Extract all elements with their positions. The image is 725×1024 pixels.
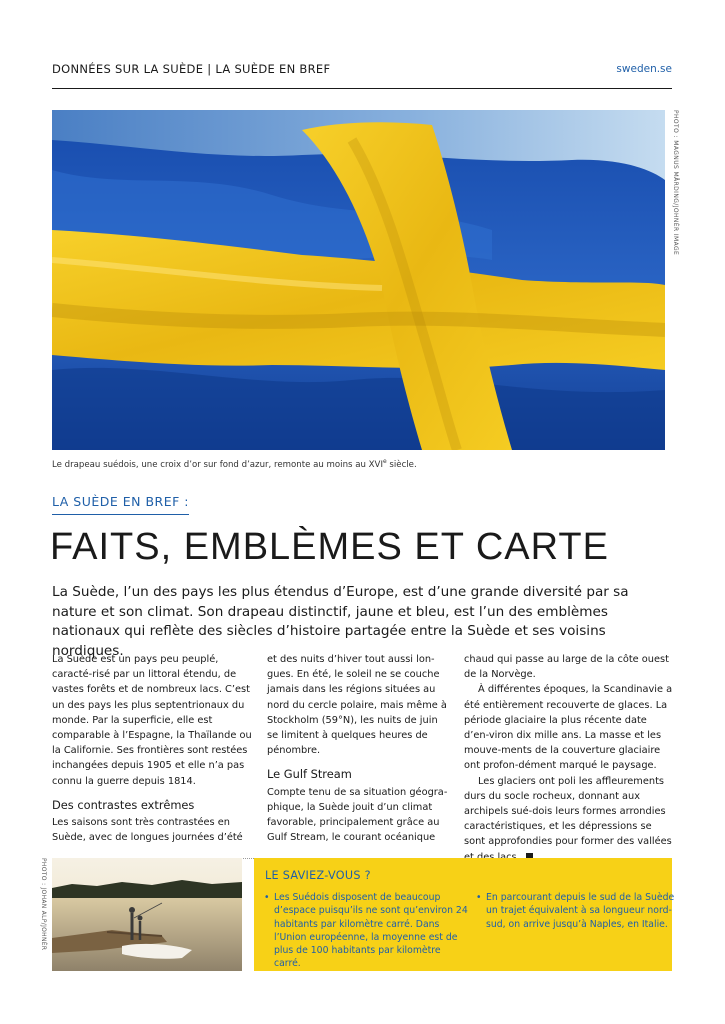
paragraph: Les saisons sont très contrastées en Suède, avec de longues journées d’été [52, 817, 243, 844]
final-paragraph [464, 774, 675, 865]
paragraph-text: Les glaciers ont poli les affleurements durs du socle rocheux, donnant aux archipels sué-dois leurs formes arrondies caractéristiques, et les dépressions se sont approfondies pour former des vallées [464, 775, 672, 848]
caption-superscript: e [382, 458, 387, 465]
paragraph: et des nuits d’hiver tout aussi lon-gues. En été, le soleil ne se couche jamais dans les régions situées au nord du cercle polaire, mais même à Stockholm (59°N), les nuits de juin se limitent à quelques heures de pénombre. [267, 654, 447, 757]
section-kicker: LA SUÈDE EN BREF : [52, 494, 189, 515]
page-title: FAITS, EMBLÈMES ET CARTE [50, 526, 609, 568]
paragraph: La Suède est un pays peu peuplé, caracté-risé par un littoral étendu, de vastes forêts et de nombreux lacs. C’est un des pays les plus septentrionaux du monde. Par la superficie, elle est comparable à l’Espagne, la Thaïlande ou la Californie. Ses frontières sont restées inchangées depuis 1905 et elle n’a pas connu la guerre depuis 1814. [52, 654, 252, 787]
did-you-know-box [254, 858, 675, 971]
paragraph: chaud qui passe au large de la côte ouest de la Norvège. [464, 654, 669, 681]
fact-item [476, 891, 676, 931]
box-title: LE SAVIEZ-VOUS ? [265, 869, 371, 882]
caption-end: siècle. [386, 459, 417, 470]
column-2 [267, 652, 449, 845]
fact-text: En parcourant depuis le sud de la Suède un trajet équivalent à sa longueur nord-sud, on arrive jusqu’à Naples, en Italie. [486, 892, 675, 930]
lake-illustration [52, 858, 242, 971]
swedish-flag-photo [52, 110, 665, 450]
fact-text: Les Suédois disposent de beaucoup d’espace puisqu’ils ne sont qu’environ 24 habitants par kilomètre carré. Dans l’Union européenne, la moyenne est de plus de 100 habitants par kilomètre carré. [274, 892, 468, 970]
photo-credit-2: PHOTO : JOHAN ALP/JOHNÉR [40, 858, 47, 951]
fact-item [264, 891, 469, 971]
bullet-icon: • [476, 892, 482, 903]
photo-caption [52, 458, 665, 470]
column-3 [464, 652, 675, 865]
flag-illustration [52, 110, 665, 450]
paragraph: Compte tenu de sa situation géogra-phique, la Suède jouit d’un climat favorable, principalement grâce au Gulf Stream, le courant océanique [267, 786, 448, 844]
page-header [52, 60, 672, 89]
lead-paragraph: La Suède, l’un des pays les plus étendus d’Europe, est d’une grande diversité par sa nature et son climat. Son drapeau distinctif, jaune et bleu, est l’un des emblèmes nationaux qui reflète des siècles d’histoire partagée entre la Suède et ses voisins nordiques. [52, 584, 629, 659]
photo-credit: PHOTO : MAGNUS MÅRDING/JOHNÉR IMAGE [672, 110, 679, 256]
subheading-contrasts: Des contrastes extrêmes [52, 797, 195, 812]
paragraph: À différentes époques, la Scandinavie a été entièrement recouverte de glaces. La période glaciaire la plus récente date d’en-viron dix mille ans. La masse et les mouve-ments de la couverture glaciaire ont profon-dément marqué le paysage. [464, 684, 673, 772]
subheading-gulf-stream: Le Gulf Stream [267, 767, 352, 782]
bullet-icon: • [264, 892, 270, 903]
caption-text: Le drapeau suédois, une croix d’or sur fond d’azur, remonte au moins au XVI [52, 459, 383, 470]
lake-jetty-photo [52, 858, 242, 971]
column-1 [52, 652, 252, 845]
site-link[interactable]: sweden.se [616, 63, 672, 75]
breadcrumb: DONNÉES SUR LA SUÈDE | LA SUÈDE EN BREF [52, 62, 331, 76]
